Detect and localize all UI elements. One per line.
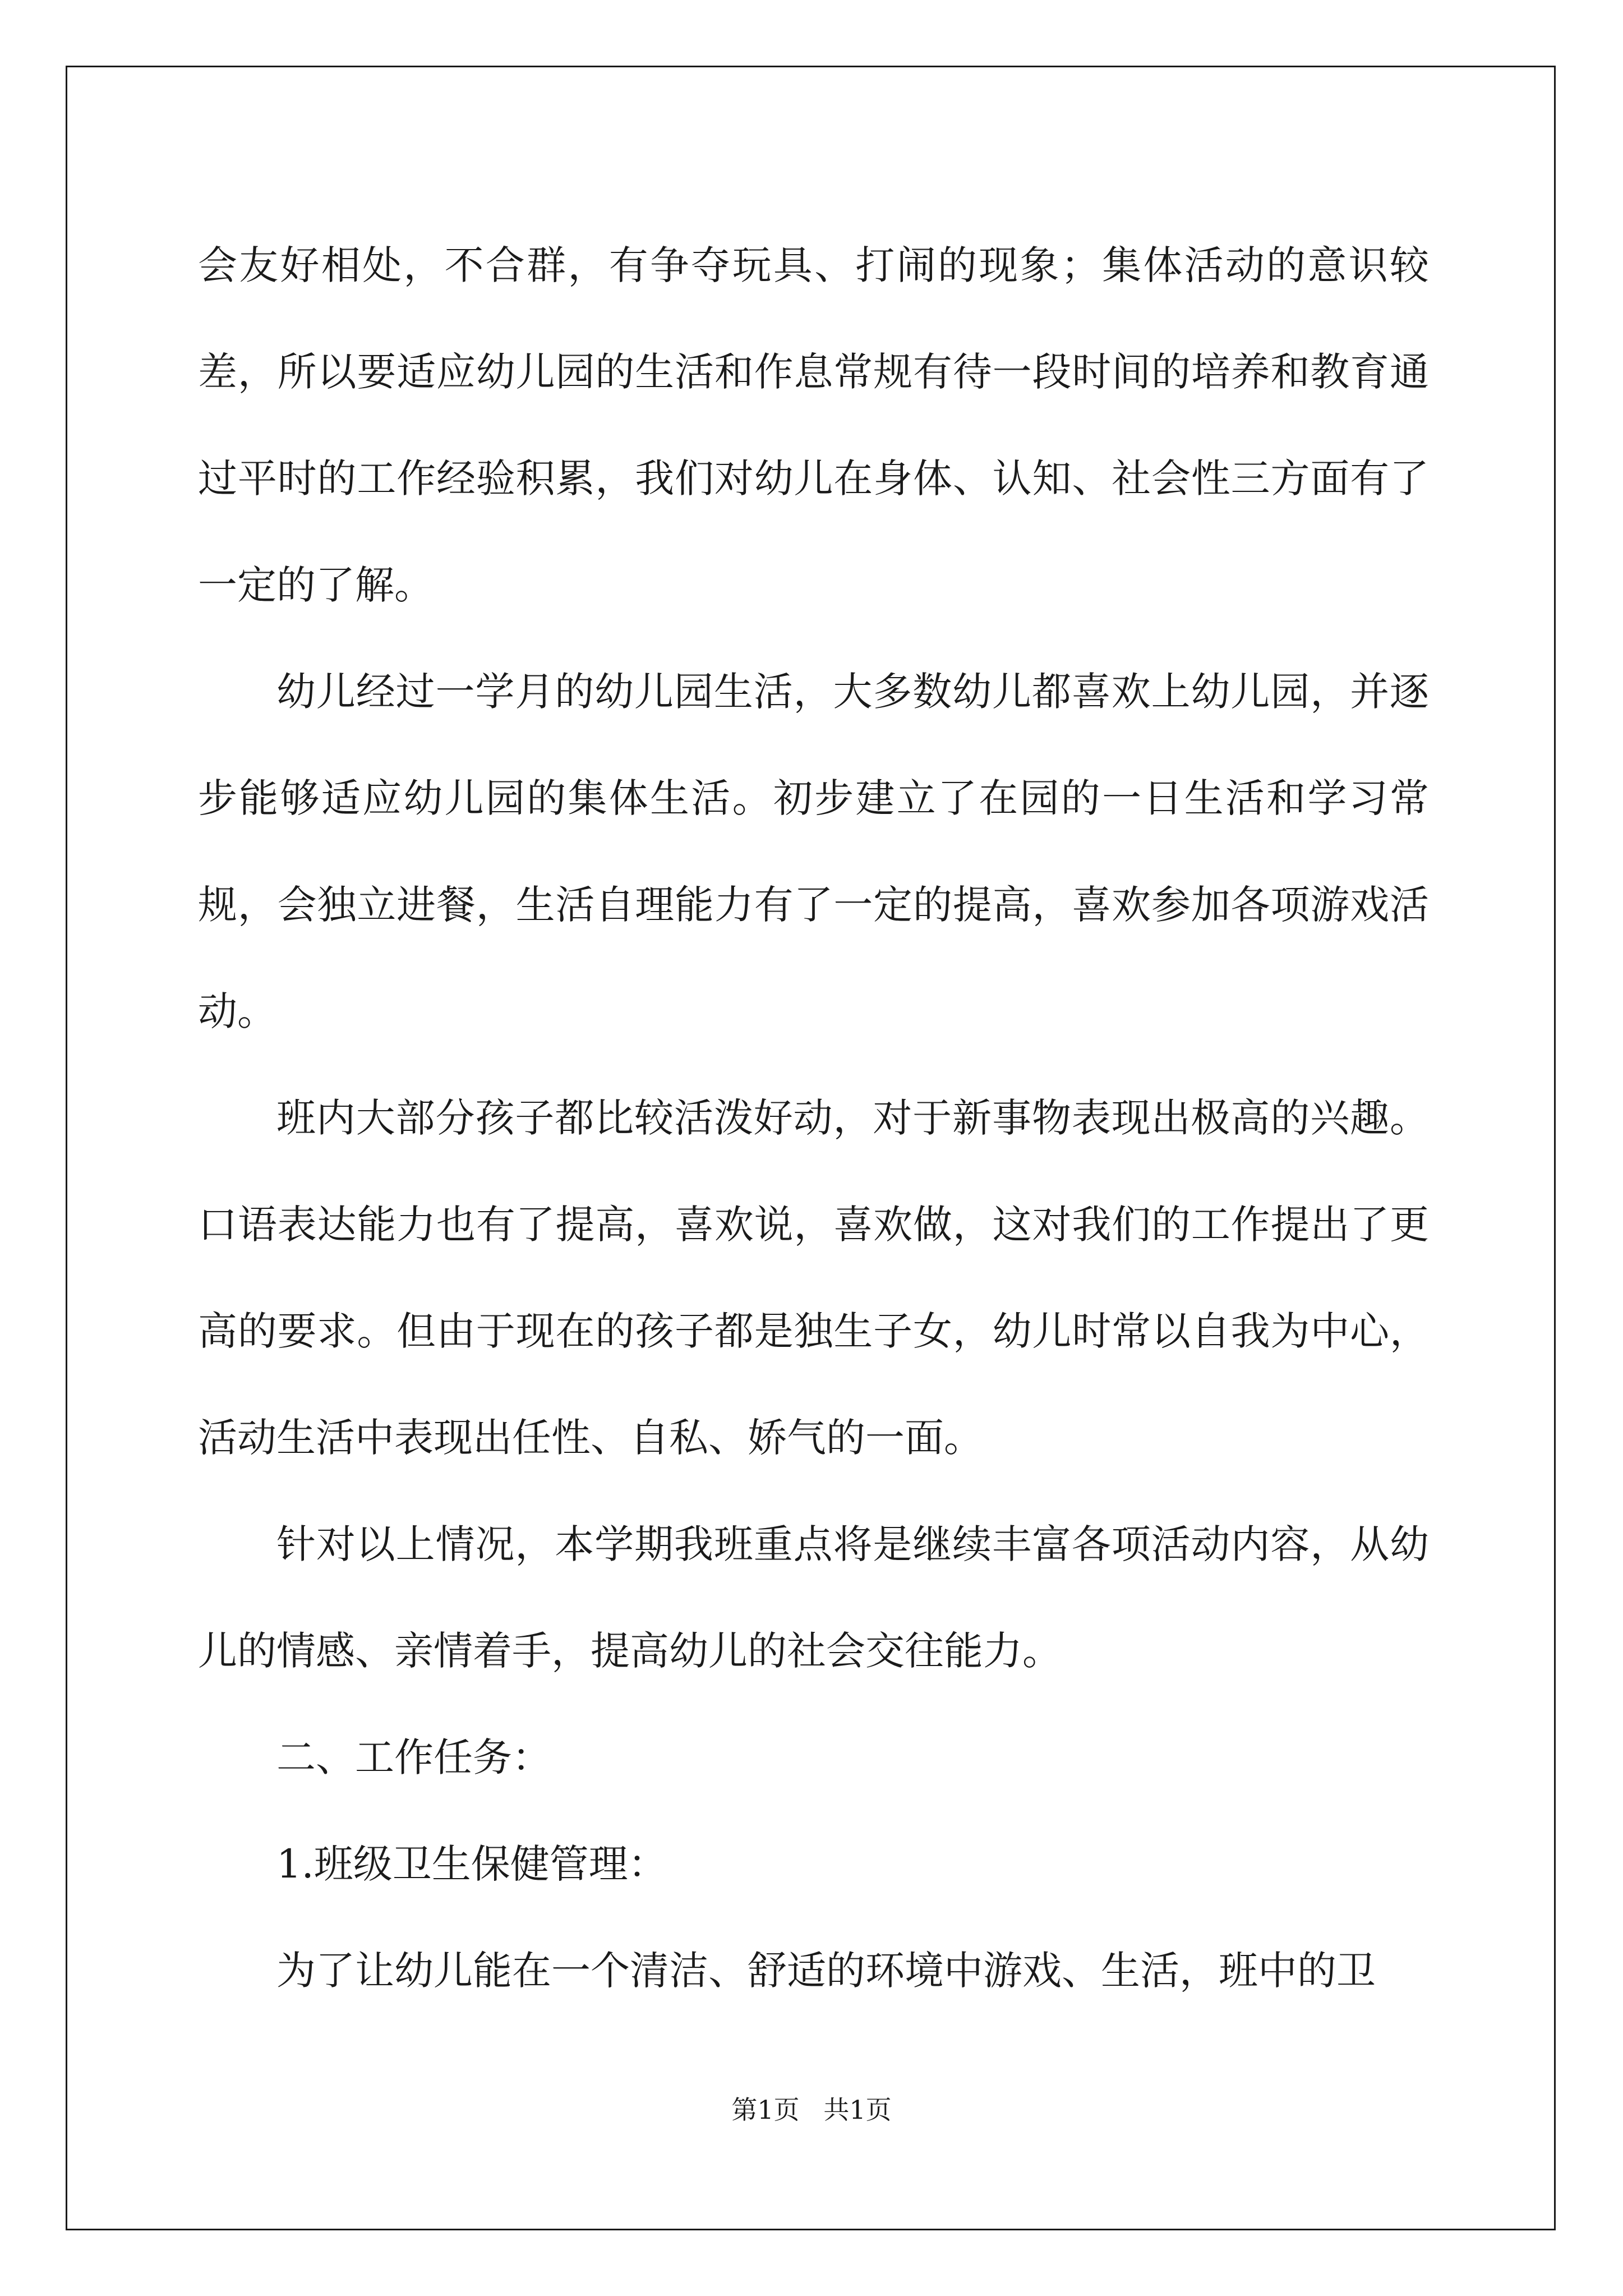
page-number: 第1页 [731, 2095, 800, 2125]
paragraph-1: 会友好相处，不合群，有争夺玩具、打闹的现象；集体活动的意识较差，所以要适应幼儿园的生活和作息常规有待一段时间的培养和教育通过平时的工作经验积累，我们对幼儿在身体、认知、社会性三方面有了一定的了解。 [198, 242, 1429, 608]
page-footer [0, 2090, 1623, 2127]
page-total: 共1页 [823, 2095, 892, 2125]
paragraph-4: 针对以上情况，本学期我班重点将是继续丰富各项活动内容，从幼儿的情感、亲情着手，提高幼儿的社会交往能力。 [198, 1521, 1429, 1674]
subsection-heading-hygiene: 1.班级卫生保健管理： [276, 1841, 667, 1887]
paragraph-5: 为了让幼儿能在一个清洁、舒适的环境中游戏、生活，班中的卫 [276, 1948, 1376, 1994]
section-heading-work-tasks: 二、工作任务： [276, 1734, 551, 1780]
paragraph-3: 班内大部分孩子都比较活泼好动，对于新事物表现出极高的兴趣。口语表达能力也有了提高，喜欢说，喜欢做，这对我们的工作提出了更高的要求。但由于现在的孩子都是独生子女，幼儿时常以自我为中心，活动生活中表现出任性、自私、娇气的一面。 [198, 1095, 1429, 1461]
document-body [198, 212, 1429, 2024]
paragraph-2: 幼儿经过一学月的幼儿园生活，大多数幼儿都喜欢上幼儿园，并逐步能够适应幼儿园的集体生活。初步建立了在园的一日生活和学习常规，会独立进餐，生活自理能力有了一定的提高，喜欢参加各项游戏活动。 [198, 669, 1429, 1034]
